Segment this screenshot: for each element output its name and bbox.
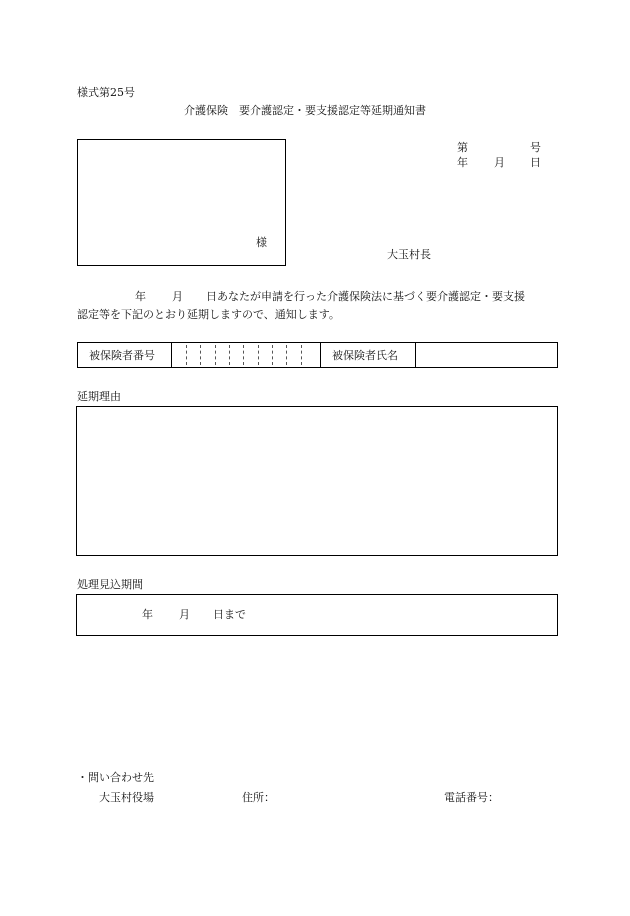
reason-label: 延期理由 xyxy=(77,390,121,403)
sender-name: 大玉村長 xyxy=(387,248,431,261)
contact-heading: ・問い合わせ先 xyxy=(77,771,154,784)
document-title: 介護保険 要介護認定・要支援認定等延期通知書 xyxy=(184,104,426,117)
body-year: 年 xyxy=(135,290,146,303)
date-month: 月 xyxy=(494,156,505,169)
period-month: 月 xyxy=(179,608,190,621)
recipient-box[interactable] xyxy=(77,139,286,266)
contact-office: 大玉村役場 xyxy=(99,791,154,804)
insured-table xyxy=(77,342,558,368)
period-year: 年 xyxy=(142,608,153,621)
body-line2: 認定等を下記のとおり延期しますので、通知します。 xyxy=(77,308,340,321)
insured-name-field[interactable] xyxy=(416,343,558,367)
recipient-honorific: 様 xyxy=(256,236,267,249)
body-month: 月 xyxy=(172,290,183,303)
date-year: 年 xyxy=(457,156,468,169)
doc-number-prefix: 第 xyxy=(457,141,468,154)
date-day: 日 xyxy=(530,156,541,169)
period-box[interactable] xyxy=(76,594,558,636)
period-label: 処理見込期間 xyxy=(77,578,143,591)
insured-number-label: 被保険者番号 xyxy=(89,349,155,362)
period-until: 日まで xyxy=(213,608,246,621)
body-line1: 日あなたが申請を行った介護保険法に基づく要介護認定・要支援 xyxy=(206,290,525,303)
contact-address-label: 住所： xyxy=(242,791,275,804)
reason-box[interactable] xyxy=(76,406,558,556)
insured-name-label: 被保険者氏名 xyxy=(332,349,398,362)
contact-phone-label: 電話番号： xyxy=(444,791,499,804)
form-number: 様式第25号 xyxy=(77,86,135,99)
doc-number-suffix: 号 xyxy=(530,141,541,154)
